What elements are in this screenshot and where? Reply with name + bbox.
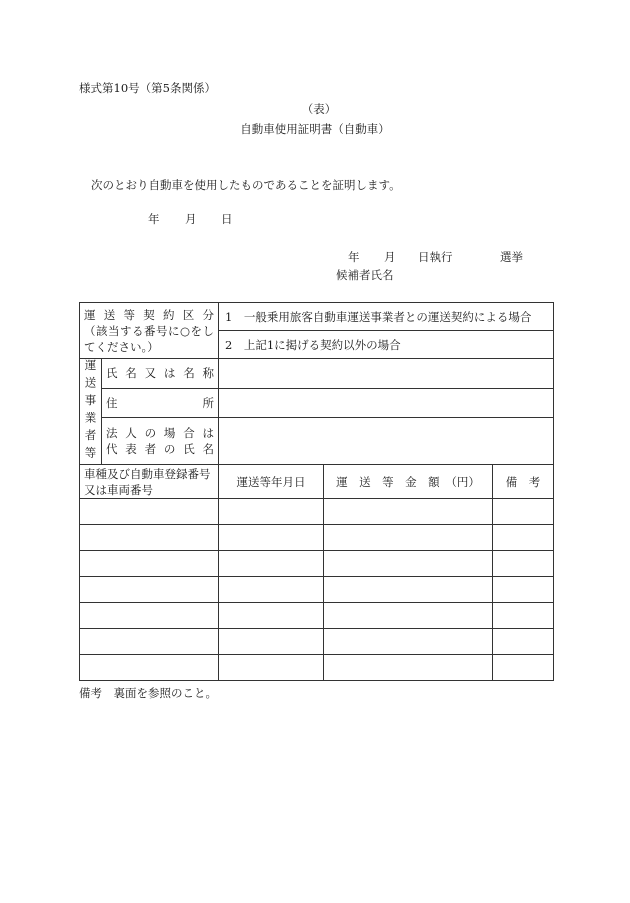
note-cell[interactable]: [493, 629, 554, 655]
date-cell[interactable]: [219, 629, 324, 655]
note-cell[interactable]: [493, 655, 554, 681]
carrier-name-field[interactable]: [219, 359, 554, 389]
amount-cell[interactable]: [324, 655, 493, 681]
document-title: 自動車使用証明書（自動車）: [240, 122, 390, 136]
table-row: [80, 551, 554, 577]
contract-option-2[interactable]: 2 上記1に掲げる契約以外の場合: [219, 331, 554, 359]
date-cell[interactable]: [219, 499, 324, 525]
date-cell[interactable]: [219, 551, 324, 577]
col-note-header: 備 考: [493, 465, 554, 499]
note-cell[interactable]: [493, 577, 554, 603]
carrier-address-label: 住 所: [102, 388, 219, 418]
candidate-name-label: 候補者氏名: [336, 268, 394, 282]
vehicle-cell[interactable]: [80, 499, 219, 525]
date-cell[interactable]: [219, 655, 324, 681]
col-date-header: 運送等年月日: [219, 465, 324, 499]
representative-field[interactable]: [219, 418, 554, 465]
date-cell[interactable]: [219, 603, 324, 629]
carrier-group-label: 運送事業者等: [80, 359, 102, 465]
amount-cell[interactable]: [324, 551, 493, 577]
vehicle-cell[interactable]: [80, 629, 219, 655]
vehicle-cell[interactable]: [80, 525, 219, 551]
election-month: 月: [384, 250, 396, 264]
certificate-table: [79, 302, 554, 681]
vehicle-cell[interactable]: [80, 551, 219, 577]
note-cell[interactable]: [493, 525, 554, 551]
table-row: [80, 577, 554, 603]
form-number: 様式第10号（第5条関係）: [79, 81, 216, 95]
vehicle-cell[interactable]: [80, 655, 219, 681]
contract-option-1[interactable]: 1 一般乗用旅客自動車運送事業者との運送契約による場合: [219, 303, 554, 331]
date-month: 月: [185, 212, 197, 226]
election-year: 年: [348, 250, 360, 264]
amount-cell[interactable]: [324, 603, 493, 629]
table-row: [80, 655, 554, 681]
date-cell[interactable]: [219, 525, 324, 551]
table-row: [80, 499, 554, 525]
note-cell[interactable]: [493, 603, 554, 629]
date-cell[interactable]: [219, 577, 324, 603]
amount-cell[interactable]: [324, 629, 493, 655]
date-day: 日: [221, 212, 233, 226]
table-row: [80, 525, 554, 551]
contract-type-label: 運送等契約区分 （該当する番号に○をし てください。）: [80, 303, 219, 359]
amount-cell[interactable]: [324, 499, 493, 525]
note-cell[interactable]: [493, 499, 554, 525]
certification-statement: 次のとおり自動車を使用したものであることを証明します。: [91, 178, 401, 192]
amount-cell[interactable]: [324, 525, 493, 551]
representative-label: 法人の場合は 代表者の氏名: [102, 418, 219, 465]
date-year: 年: [148, 212, 160, 226]
note-cell[interactable]: [493, 551, 554, 577]
col-vehicle-header: 車種及び自動車登録番号 又は車両番号: [80, 465, 219, 499]
footer-note: 備考 裏面を参照のこと。: [79, 686, 217, 700]
carrier-name-label: 氏名又は名称: [102, 359, 219, 389]
election-execution-day: 日執行: [418, 250, 453, 264]
side-label: （表）: [301, 102, 337, 116]
table-row: [80, 603, 554, 629]
vehicle-cell[interactable]: [80, 577, 219, 603]
col-amount-header: 運 送 等 金 額 （円）: [324, 465, 493, 499]
vehicle-cell[interactable]: [80, 603, 219, 629]
election-label: 選挙: [500, 250, 523, 264]
amount-cell[interactable]: [324, 577, 493, 603]
table-row: [80, 629, 554, 655]
carrier-address-field[interactable]: [219, 388, 554, 418]
